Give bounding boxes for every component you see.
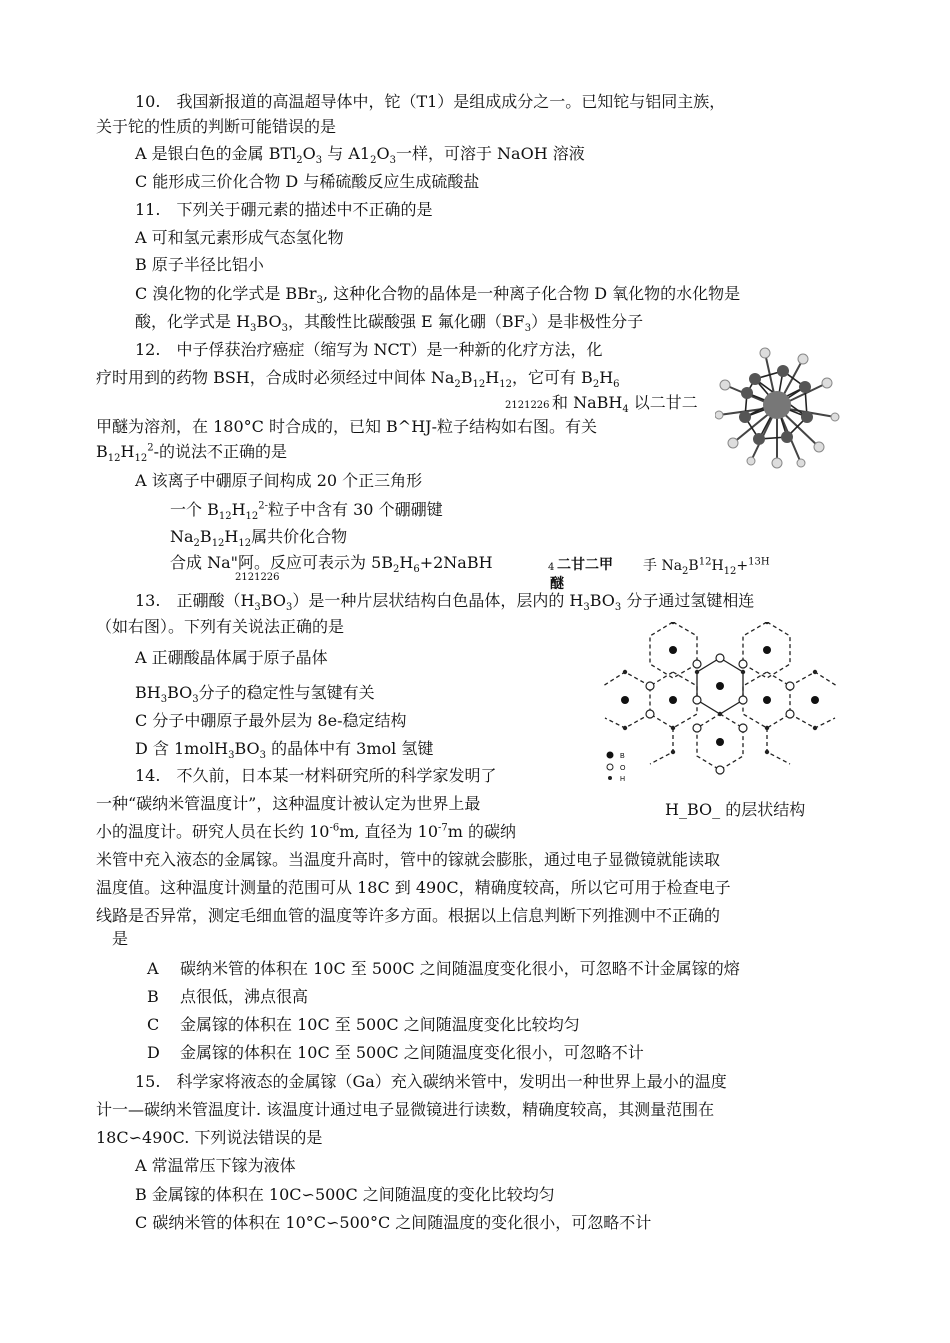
q14-option-c: 金属镓的体积在 10C 至 500C 之间随温度变化比较均匀	[180, 1015, 580, 1034]
q12-eq-coefficient: 4	[548, 562, 555, 573]
legend-b-label: B	[620, 753, 625, 760]
q12-small-code-1: 2121226	[505, 400, 550, 411]
q14-option-d: 金属镓的体积在 10C 至 500C 之间随温度变化很小，可忽略不计	[180, 1043, 644, 1062]
q12-stem-line-2: 疗时用到的药物 BSH，合成时必须经过中间体 $Na_2B_{12}H_{12}$，它可有 $B_2H_6$	[96, 368, 620, 391]
q14-option-b-letter: B	[147, 987, 159, 1006]
q13-option-c: C 分子中硼原子最外层为 8e-稳定结构	[135, 711, 407, 730]
q14-option-a-letter: A	[147, 959, 159, 978]
legend-h-label: H	[620, 776, 626, 782]
q10-stem-line-2: 关于铊的性质的判断可能错误的是	[96, 117, 337, 136]
q14-stem-line-7: 是	[112, 929, 129, 948]
legend-o-label: O	[620, 765, 626, 772]
q15-option-c: C 碳纳米管的体积在 10°C∽500°C 之间随温度的变化很小，可忽略不计	[135, 1213, 652, 1232]
q12-option-d: 合成 Na"阿。反应可表示为 $5B_2H_6+2NaBH$	[170, 553, 493, 576]
q10-stem-line-1: 10. 我国新报道的高温超导体中，铊（T1）是组成成分之一。已知铊与铝同主族，	[135, 92, 726, 111]
q12-stem-line-4: 甲醚为溶剂，在 180°C 时合成的，已知 B^HJ-粒子结构如右图。有关	[96, 417, 597, 436]
q13-option-d: D 含 $1molH_3BO_3$ 的晶体中有 3mol 氢键	[135, 739, 434, 762]
q12-option-a: A 该离子中硼原子间构成 20 个正三角形	[135, 471, 423, 490]
q14-stem-line-5: 温度值。这种温度计测量的范围可从 18C 到 490C，精确度较高，所以它可用于检查电子	[96, 878, 731, 897]
boric-acid-layer-diagram	[595, 622, 845, 782]
q12-eq-solvent: 二甘二甲	[557, 557, 613, 573]
b12h12-cluster-image	[715, 345, 840, 470]
q15-stem-line-3: 18C∽490C. 下列说法错误的是	[96, 1128, 323, 1147]
q15-stem-line-1: 15. 科学家将液态的金属镓（Ga）充入碳纳米管中，发明出一种世界上最小的温度	[135, 1072, 727, 1091]
q13-stem-line-1: 13. 正硼酸$(H_3BO_3)$是一种片层状结构白色晶体，层内的 $H_3BO_3$ 分子通过氢键相连	[135, 591, 755, 614]
q14-stem-line-4: 米管中充入液态的金属镓。当温度升高时，管中的镓就会膨胀，通过电子显微镜就能读取	[96, 850, 721, 869]
q11-option-b: B 原子半径比铝小	[135, 255, 264, 274]
q12-stem-line-3: 和 NaBH$_4$ 以二甘二	[552, 393, 698, 416]
q15-stem-line-2: 计一—碳纳米管温度计. 该温度计通过电子显微镜进行读数，精确度较高，其测量范围在	[96, 1100, 715, 1119]
q14-stem-line-2: 一种“碳纳米管温度计”，这种温度计被认定为世界上最	[96, 794, 481, 813]
q11-option-a: A 可和氢元素形成气态氢化物	[135, 228, 344, 247]
q14-stem-line-6: 线路是否异常，测定毛细血管的温度等许多方面。根据以上信息判断下列推测中不正确的	[96, 906, 721, 925]
q13-stem-line-2: （如右图）。下列有关说法正确的是	[96, 617, 345, 636]
q11-option-c: C 溴化物的化学式是 BBr$_3$, 这种化合物的晶体是一种离子化合物 D 氧化物的水化物是	[135, 284, 741, 307]
q12-eq-product: 手 $Na_2B^{12}H_{12}+^{13H}$	[643, 556, 770, 577]
q10-option-cd: C 能形成三价化合物 D 与稀硫酸反应生成硫酸盐	[135, 172, 480, 191]
q14-stem-line-1: 14. 不久前，日本某一材料研究所的科学家发明了	[135, 766, 497, 785]
q12-small-code-2: 2121226	[235, 572, 280, 583]
q15-option-b: B 金属镓的体积在 10C∽500C 之间随温度的变化比较均匀	[135, 1185, 555, 1204]
q13-option-b: $BH_3BO_3$分子的稳定性与氢键有关	[135, 683, 375, 706]
q11-option-de: 酸，化学式是 $H_3BO_3$，其酸性比碳酸强 E 氟化硼$(BF_3)$是非极性分子	[135, 312, 644, 335]
q15-option-a: A 常温常压下镓为液体	[135, 1156, 296, 1175]
q14-option-a: 碳纳米管的体积在 10C 至 500C 之间随温度变化很小，可忽略不计金属镓的熔	[180, 959, 740, 978]
q12-eq-solvent-2: 醚	[550, 576, 564, 592]
q14-option-b: 点很低，沸点很高	[180, 987, 309, 1006]
q12-option-b: 一个 $B_{12}H_{12}^{2-}$粒子中含有 30 个硼硼键	[170, 500, 443, 523]
q14-stem-line-3: 小的温度计。研究人员在长约 $10^{-6}m$, 直径为 $10^{-7}m$ 的碳纳	[96, 822, 517, 841]
q11-stem: 11. 下列关于硼元素的描述中不正确的是	[135, 200, 433, 219]
q14-option-d-letter: D	[147, 1043, 160, 1062]
q13-figure-caption: H_BO_ 的层状结构	[665, 800, 806, 819]
q12-option-c: $Na_2B_{12}H_{12}$属共价化合物	[170, 527, 348, 550]
q10-option-a: A 是银白色的金属 $BTl_2O_3$ 与 $A1_2O_3$一样，可溶于 NaOH 溶液	[135, 144, 585, 167]
q14-option-c-letter: C	[147, 1015, 160, 1034]
q13-option-a: A 正硼酸晶体属于原子晶体	[135, 648, 328, 667]
q12-stem-line-5: $B_{12}H_{12}^2-$的说法不正确的是	[96, 442, 287, 465]
q12-stem-line-1: 12. 中子俘获治疗癌症（缩写为 NCT）是一种新的化疗方法，化	[135, 340, 603, 359]
